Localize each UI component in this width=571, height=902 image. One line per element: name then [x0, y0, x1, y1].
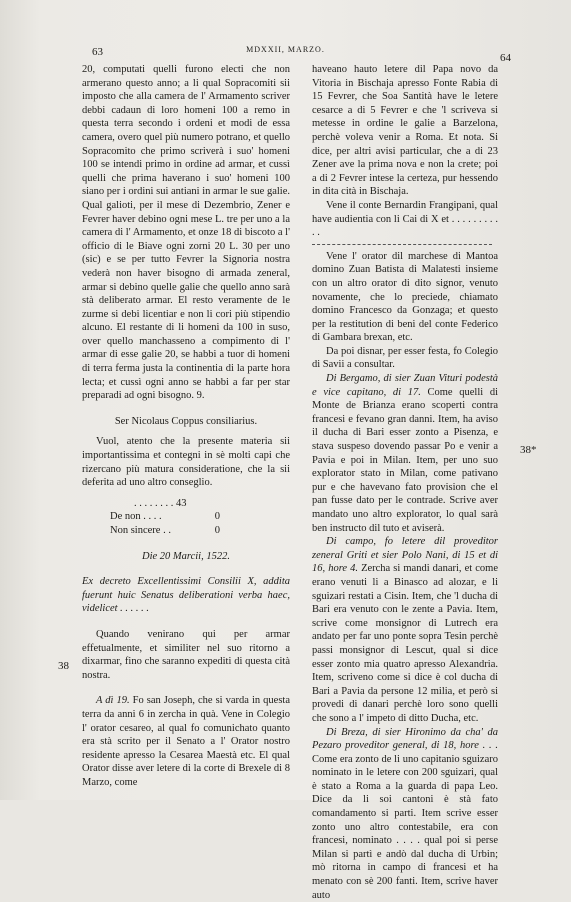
entry-heading: Di Breza, di sier Hironimo da cha' da Pezaro proveditor general, di 18, hore . . .: [312, 727, 498, 752]
vote-nonsincere-label: Non sincere . .: [110, 524, 215, 538]
paragraph: Quando venirano qui per armar effetualmente, et similiter nel suo ritorno a dixarmar, fino che saranno expediti di questa cità nostra.: [82, 628, 290, 682]
vote-no-value: 0: [215, 510, 220, 524]
margin-note-left: 38: [58, 660, 69, 672]
margin-note-right: 38*: [520, 444, 537, 456]
entry-text: Come era zonto de li uno capitanio sguizaro nominato in le letere con 200 sguizari, qual è stato a Roma a la guarda di papa Leo. Dice da li soi cantoni è stà fato comandamento si parti. Item scrive esser zonto uno altro contestabile, era con francesi, nominato . . . . qual poi si perse Milan si partì e andò dal ducha di Urbin; mò ritorna in campo di francesi et ha menato con sè 200 fanti. Item, scrive haver auto: [312, 754, 498, 901]
left-column: [82, 63, 290, 790]
paragraph: [312, 726, 498, 902]
date-heading: Die 20 Marcii, 1522.: [82, 550, 290, 564]
entry-text: Come quelli di Monte de Brianza erano scoperti contra francesi e fevano gran danni. Item, ha aviso il ducha di Bari esser zonto a Pisenza, e stava suspeso dovendo passar Po e venir a Pavia e poi in Milan. Item, per uno suo explorator stato in Milan, come pativano pur e che havevano fato provision che el pan fusse dato per le contrade. Scrive aver mandato uno altro explorator, lo qual sarà ben instructo dil tuto et aviserà.: [312, 387, 498, 534]
paragraph: haveano hauto letere dil Papa novo da Vitoria in Bischaja apresso Fonte Rabia di 15 Fevrer, che Soa Santità have le letere cesarce a di 5 Fevrer e che 'l scriveva si metesse in ordine le galie a Barzelona, perchè voleva venir a Roma. Et nota. Si dice, per altri avisi particular, che a di 23 Zener ave la prima nova e non la crete; poi a di 2 Fevrer intese la certeza, pur hessendo in dita cità in Bischaja.: [312, 63, 498, 199]
entry-heading: Di campo, fo letere dil proveditor zeneral Griti et sier Polo Nani, di 15 et di 16, hore 4.: [312, 536, 498, 574]
paragraph: Vuol, atento che la presente materia sii importantissima et contegni in sè molti capi che rizercano più matura consideratione, che la sii deferita ad uno altro conseglio.: [82, 435, 290, 489]
vote-tally: [82, 497, 290, 538]
entry-date: A dì 19.: [96, 695, 130, 706]
vote-nonsincere-value: 0: [215, 524, 220, 538]
paragraph: Da poi disnar, per esser festa, fo Colegio di Savii a consultar.: [312, 345, 498, 372]
divider: [312, 244, 492, 245]
entry-heading: Di Bergamo, di sier Zuan Vituri podestà e vice capitano, di 17.: [312, 373, 498, 398]
entry-text: Zercha si mandi danari, et come erano venuti li a Binasco ad alozar, e li sguizari restati a Cisin. Item, che 'l ducha di Bari era venuto con le zente a Pavia. Item, scrive come monsignor di Lutrech era andato per far uno ponte sopra Tesin perchè passi monsignor di Lescut, qual si dice esser zonto mia quatro apresso Alexandria. Item, scriveno come si dice è col ducha di Bari a Pavia da persone 12 milia, et però si provedi di danari perchè loro sono quelli che sono a l' impeto di ditto Ducha, etc.: [312, 563, 498, 724]
page-number-left: 63: [92, 46, 103, 58]
decree-heading: Ex decreto Excellentissimi Consilii X, addita fuerunt huic Senatus deliberationi verba haec, videlicet . . . . . .: [82, 575, 290, 616]
paragraph: Vene l' orator dil marchese di Mantoa domino Zuan Batista di Malatesti insieme con un altro orator di dito signor, venuto novamente, che lo preciede, chiamato domino Francesco da Gonzaga; et questo per la restitution di beni del conte Federico di Gambara brexan, etc.: [312, 250, 498, 345]
vote-no-label: De non . . . .: [110, 510, 215, 524]
entry-text: Fo san Joseph, che si varda in questa terra da anni 6 in zercha in quà. Vene in Colegio l' orator cesareo, al qual fo comunichato quanto era stà scrito per il Senato a l' Orator nostro residente apresso la Cesarea Maestà etc. El qual Orator disse aver letere di la corte di Brexele di 8 Marzo, come: [82, 695, 290, 788]
speaker-heading: Ser Nicolaus Coppus consiliarius.: [82, 415, 290, 429]
paragraph: [312, 535, 498, 725]
paragraph: Vene il conte Bernardin Frangipani, qual have audientia con li Cai di X et . . . . . . . . . . .: [312, 199, 498, 240]
paragraph: [82, 694, 290, 789]
vote-yes: . . . . . . . . 43: [134, 497, 187, 511]
paragraph: [312, 372, 498, 535]
running-head: MDXXII, MARZO.: [0, 45, 571, 54]
page-number-right: 64: [500, 52, 511, 64]
paragraph: 20, computati quelli furono electi che non armerano questo anno; a li qual Sopracomiti sii imposto che alla camera de l' Armamento scriver debbi cadaun di loro homeni 100 a remo in questa terra secondo i ordeni et modi de essa camera, overo quel più numero potrano, et quello Sopracomito che primo scriverà i suo' homeni 100 se intendi primo in ordine ad armar, et cussì quelli che prima haverano i suo' homeni 100 siano per i ordini sui antiani in armar le sue galie. Qual galioti, per il mese di Dezembrio, Zener e Fevrer haver debino ogni mese L. tre per uno a la camera di l' Armamento, et onze 18 di biscoto a l' officio di le Biave ogni zorni 20 L. 30 per uno (sic) e se per tutto Fevrer la Signoria nostra vederà non haver bisogno di armada zeneral, armar si debino quelle galie che quello anno sarà stà deliberato armar. El resto veramente de le zurme si debi licentiar e non li cori più stipendio alcuno. El restante di li homeni da 100 in suso, over quello manchasseno a compimento di l' armar di esse galie 20, se habbi a tuor di homeni di terra ferma justa la continentia di la parte hora lecta; et cussì ogni anno se habbi a far per star preparadi ad ogni bisogno. 9.: [82, 63, 290, 403]
right-column: [312, 63, 498, 902]
